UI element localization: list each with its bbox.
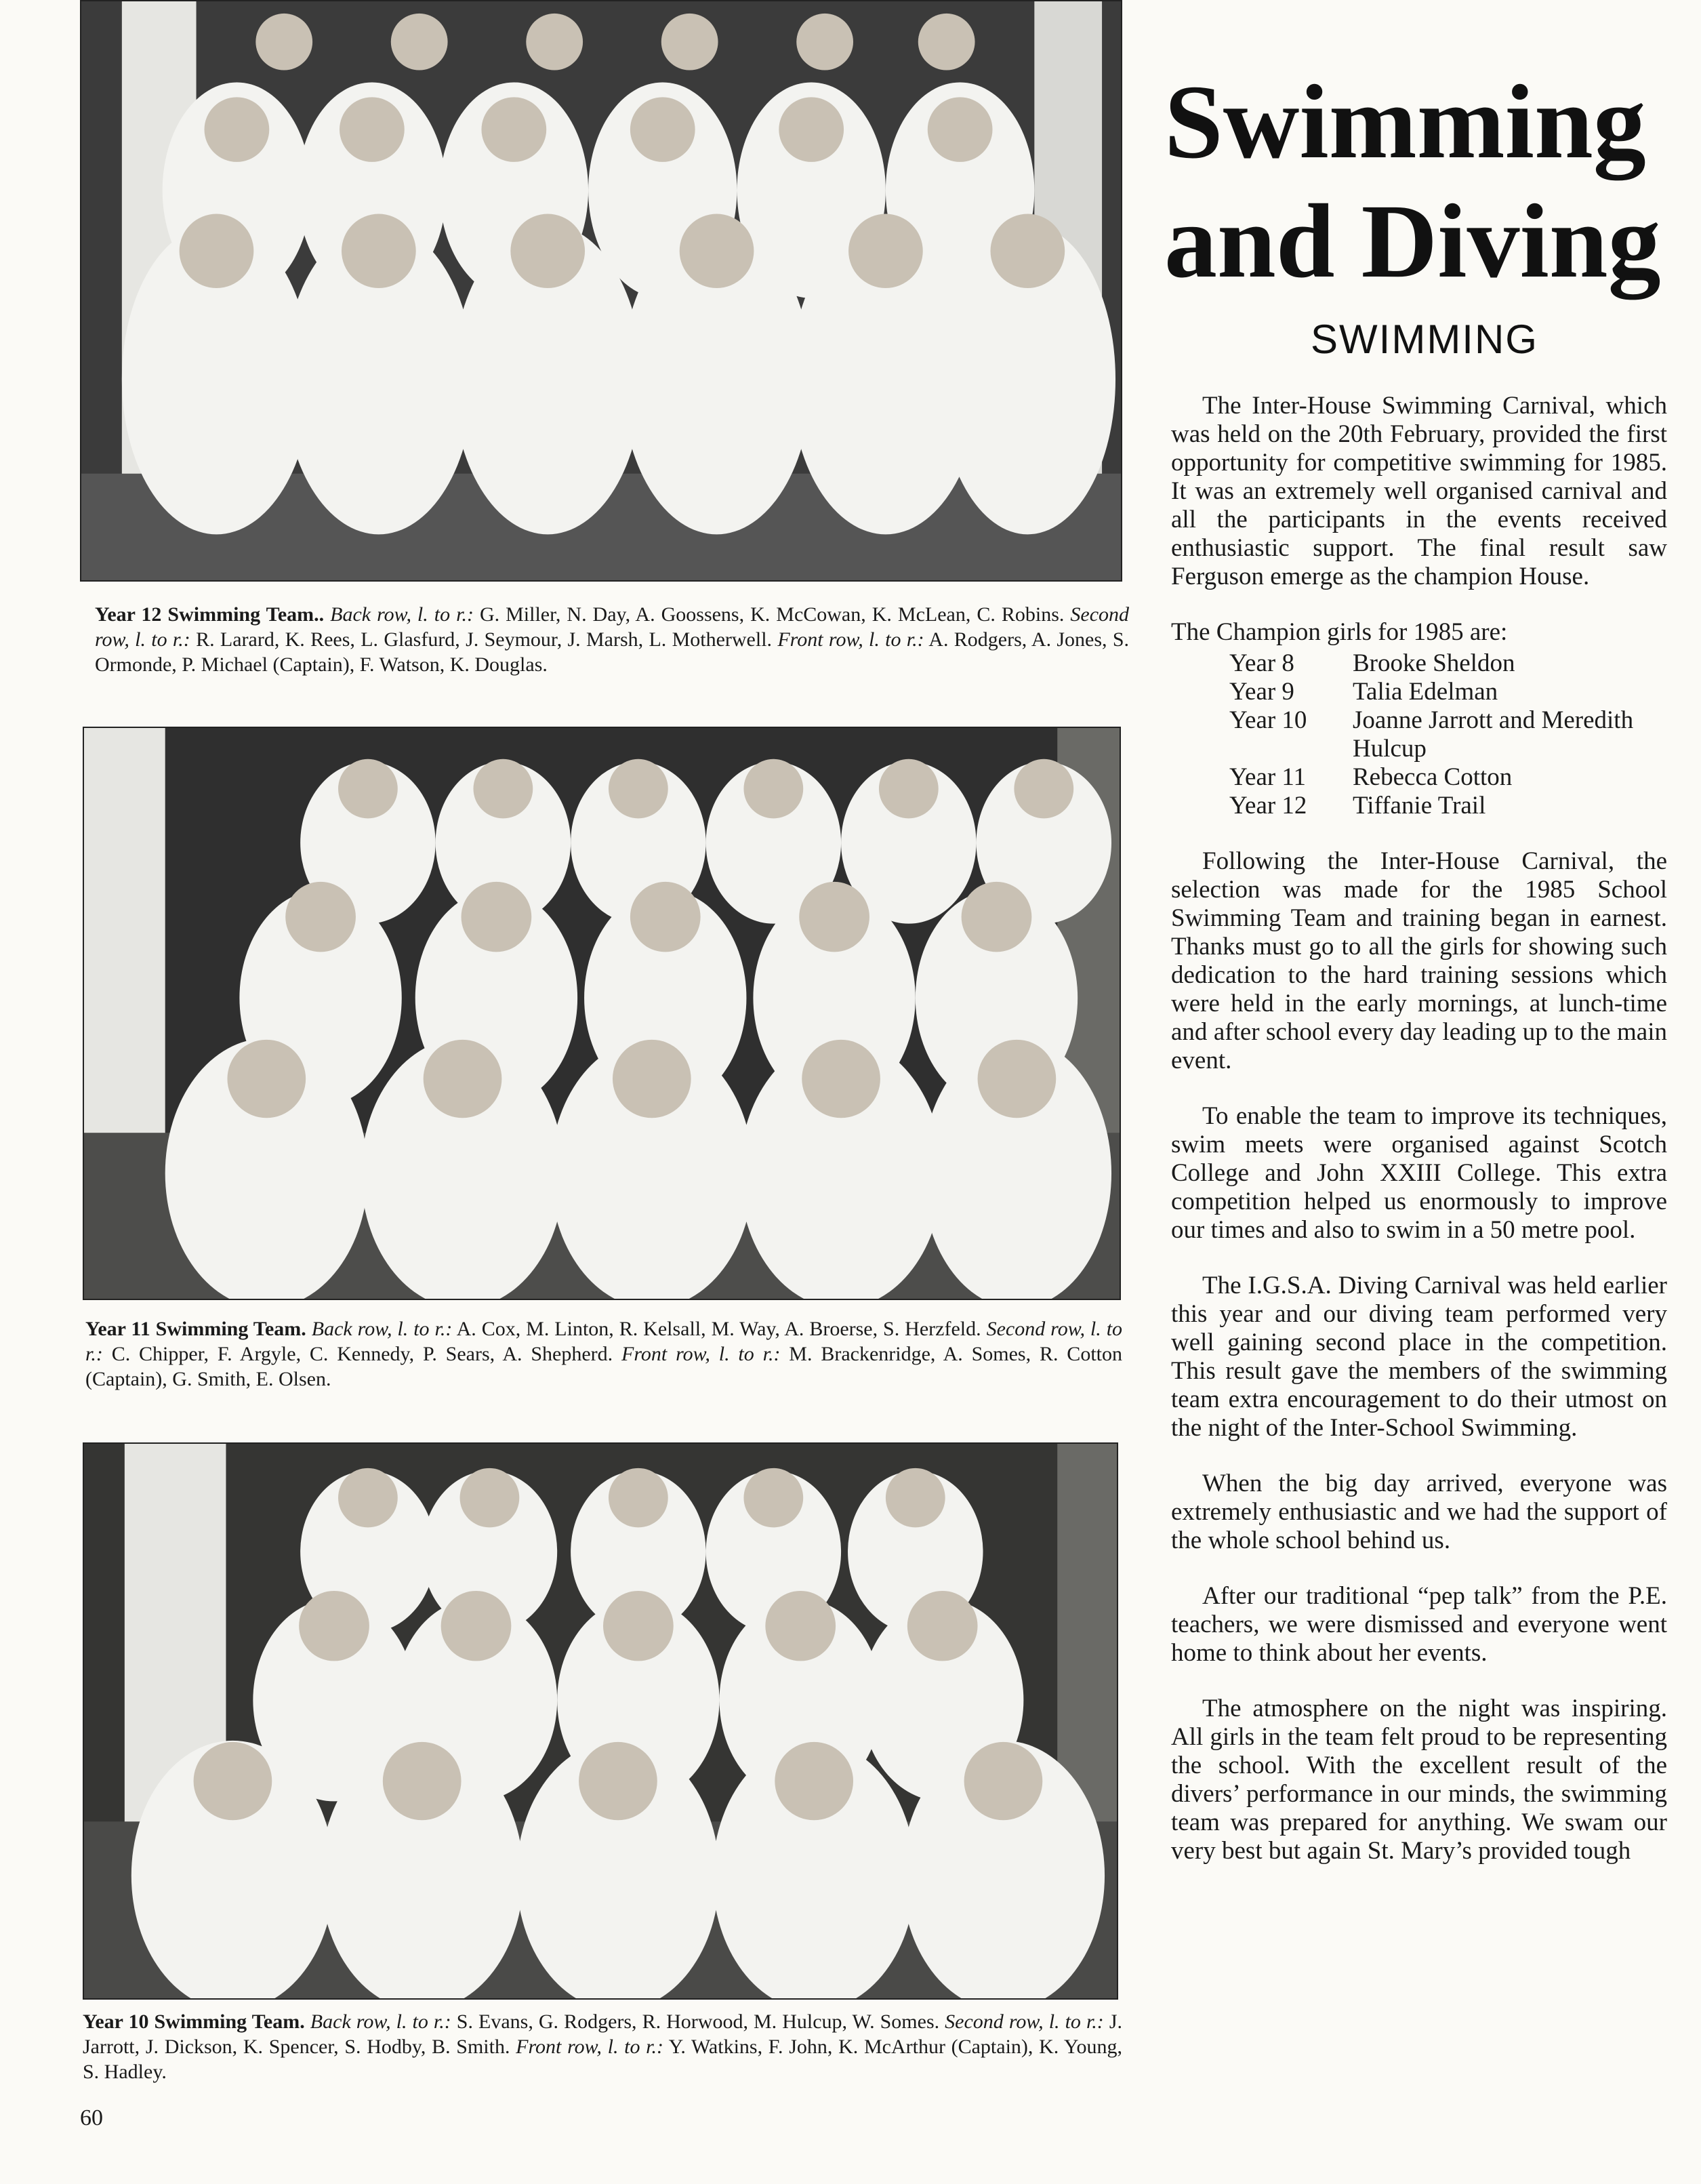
caption-front-row: Y. Watkins, F. John, K. McArthur (Captain), K. Young, S. Hadley. <box>83 2036 1122 2083</box>
caption-second-row: J. Jarrott, J. Dickson, K. Spencer, S. Hodby, B. Smith. <box>83 2010 1123 2058</box>
paragraph: The atmosphere on the night was inspiring. All girls in the team felt proud to be representing the school. With the excellent result of the divers’ performance in our minds, the swimming team was prepared for anything. We swam our very best but again St. Mary’s provided tough <box>1171 1695 1667 1865</box>
champion-year: Year 10 <box>1229 706 1307 734</box>
year-11-caption <box>85 1316 1122 1392</box>
caption-back-row: G. Miller, N. Day, A. Goossens, K. McCowan, K. McLean, C. Robins. <box>479 603 1065 626</box>
caption-row-label: Back row, l. to r.: <box>310 2010 451 2033</box>
year-11-team-photo <box>83 727 1121 1300</box>
champion-name: Tiffanie Trail <box>1353 792 1486 820</box>
group-photo-placeholder <box>84 1444 1117 1998</box>
champions-intro: The Champion girls for 1985 are: <box>1171 618 1508 646</box>
champion-row <box>1229 792 1667 820</box>
champion-year: Year 9 <box>1229 678 1294 706</box>
section-heading: SWIMMING <box>1311 317 1538 362</box>
caption-row-label: Front row, l. to r.: <box>516 2036 663 2058</box>
champion-row <box>1229 649 1667 678</box>
year-12-caption <box>95 602 1129 677</box>
title-line-2: and Diving <box>1164 182 1661 300</box>
caption-back-row: S. Evans, G. Rodgers, R. Horwood, M. Hulcup, W. Somes. <box>456 2010 940 2033</box>
article-body <box>1171 392 1667 1893</box>
page-number: 60 <box>80 2105 103 2130</box>
champion-name: Brooke Sheldon <box>1353 649 1515 677</box>
caption-row-label: Second row, l. to r.: <box>85 1318 1123 1365</box>
champions-list <box>1229 649 1667 820</box>
champion-year: Year 11 <box>1229 763 1307 791</box>
caption-second-row: C. Chipper, F. Argyle, C. Kennedy, P. Sears, A. Shepherd. <box>111 1343 613 1365</box>
caption-label: Year 10 Swimming Team. <box>83 2010 305 2033</box>
group-photo-placeholder <box>81 1 1121 580</box>
caption-row-label: Front row, l. to r.: <box>621 1343 781 1365</box>
year-10-caption <box>83 2009 1122 2084</box>
champion-row <box>1229 678 1667 706</box>
paragraph: The I.G.S.A. Diving Carnival was held earlier this year and our diving team performed very well gaining second place in the competition. This result gave the members of the swimming team extra encouragement to do their utmost on the night of the Inter-School Swimming. <box>1171 1272 1667 1442</box>
caption-row-label: Front row, l. to r.: <box>777 628 924 651</box>
year-12-team-photo <box>80 0 1122 582</box>
caption-label: Year 12 Swimming Team.. <box>95 603 325 626</box>
paragraph: When the big day arrived, everyone was extremely enthusiastic and we had the support of the whole school behind us. <box>1171 1470 1667 1554</box>
caption-row-label: Second row, l. to r.: <box>95 603 1130 651</box>
paragraph: Following the Inter-House Carnival, the selection was made for the 1985 School Swimming Team and training began in earnest. Thanks must go to all the girls for showing such dedication to the hard training sessions which were held in the early mornings, at lunch-time and after school every day leading up to the main event. <box>1171 847 1667 1074</box>
caption-row-label: Back row, l. to r.: <box>311 1318 453 1340</box>
paragraph: After our traditional “pep talk” from the P.E. teachers, we were dismissed and everyone went home to think about her events. <box>1171 1582 1667 1667</box>
group-photo-placeholder <box>84 728 1120 1299</box>
caption-front-row: A. Rodgers, A. Jones, S. Ormonde, P. Michael (Captain), F. Watson, K. Douglas. <box>95 628 1130 676</box>
year-10-team-photo <box>83 1442 1118 2000</box>
champion-name: Joanne Jarrott and Meredith Hulcup <box>1353 706 1634 763</box>
paragraph: To enable the team to improve its techniques, swim meets were organised against Scotch College and John XXIII College. This extra competition helped us enormously to improve our times and also to swim in a 50 metre pool. <box>1171 1102 1667 1244</box>
champion-year: Year 12 <box>1229 792 1307 820</box>
caption-front-row: M. Brackenridge, A. Somes, R. Cotton (Captain), G. Smith, E. Olsen. <box>85 1343 1122 1390</box>
champion-year: Year 8 <box>1229 649 1294 677</box>
champion-name: Rebecca Cotton <box>1353 763 1513 791</box>
title-line-1: Swimming <box>1164 63 1646 180</box>
caption-second-row: R. Larard, K. Rees, L. Glasfurd, J. Seymour, J. Marsh, L. Motherwell. <box>196 628 773 651</box>
caption-label: Year 11 Swimming Team. <box>85 1318 306 1340</box>
caption-row-label: Second row, l. to r.: <box>945 2010 1104 2033</box>
champion-row <box>1229 706 1667 763</box>
caption-row-label: Back row, l. to r.: <box>330 603 474 626</box>
paragraph: The Inter-House Swimming Carnival, which was held on the 20th February, provided the first opportunity for competitive swimming for 1985. It was an extremely well organised carnival and all the participants in the events received enthusiastic support. The final result saw Ferguson emerge as the champion House. <box>1171 392 1667 590</box>
champion-row <box>1229 763 1667 792</box>
caption-back-row: A. Cox, M. Linton, R. Kelsall, M. Way, A. Broerse, S. Herzfeld. <box>456 1318 981 1340</box>
page-title <box>1164 62 1679 301</box>
champion-name: Talia Edelman <box>1353 678 1498 706</box>
